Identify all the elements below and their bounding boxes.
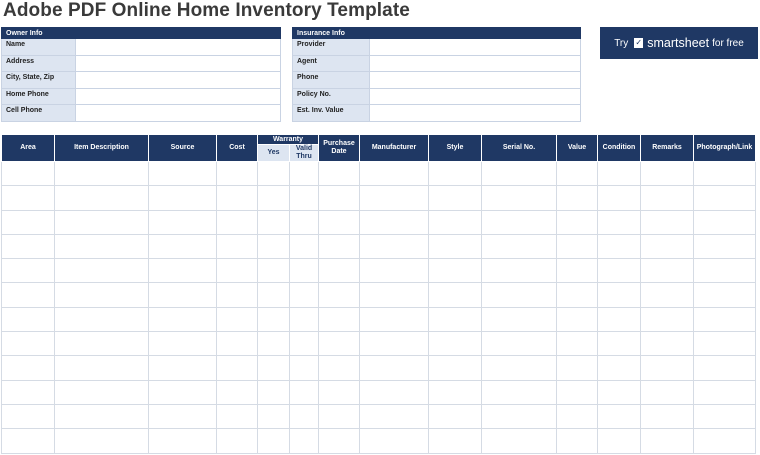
table-cell[interactable]: [360, 307, 429, 331]
table-cell[interactable]: [557, 380, 598, 404]
table-cell[interactable]: [55, 283, 149, 307]
table-row: [2, 234, 756, 258]
cta-suffix-text: for free: [712, 37, 744, 49]
table-cell[interactable]: [55, 404, 149, 428]
table-cell[interactable]: [360, 162, 429, 186]
table-cell[interactable]: [258, 404, 290, 428]
table-cell[interactable]: [149, 259, 217, 283]
table-cell[interactable]: [641, 380, 694, 404]
table-cell[interactable]: [290, 404, 319, 428]
table-cell[interactable]: [360, 283, 429, 307]
table-row: [2, 332, 756, 356]
table-cell[interactable]: [319, 356, 360, 380]
table-cell[interactable]: [641, 162, 694, 186]
table-cell[interactable]: [429, 332, 482, 356]
table-cell[interactable]: [482, 356, 557, 380]
table-cell[interactable]: [2, 332, 55, 356]
table-cell[interactable]: [149, 380, 217, 404]
table-row: [2, 356, 756, 380]
table-cell[interactable]: [360, 234, 429, 258]
page-title: Adobe PDF Online Home Inventory Template: [3, 0, 410, 21]
table-cell[interactable]: [641, 332, 694, 356]
owner-name-field[interactable]: [76, 39, 281, 56]
table-cell[interactable]: [598, 283, 641, 307]
table-cell[interactable]: [557, 356, 598, 380]
smartsheet-check-icon: ✓: [635, 38, 643, 47]
owner-city-state-zip-field[interactable]: [76, 72, 281, 89]
table-cell[interactable]: [290, 162, 319, 186]
table-cell[interactable]: [290, 332, 319, 356]
column-header-style: Style: [429, 135, 482, 162]
insurance-est-inv-value-label: Est. Inv. Value: [293, 105, 370, 122]
table-cell[interactable]: [319, 162, 360, 186]
table-cell[interactable]: [482, 186, 557, 210]
table-row: [2, 429, 756, 453]
table-cell[interactable]: [2, 283, 55, 307]
table-cell[interactable]: [319, 210, 360, 234]
table-cell[interactable]: [290, 380, 319, 404]
table-cell[interactable]: [360, 210, 429, 234]
table-cell[interactable]: [694, 162, 756, 186]
owner-cell-phone-field[interactable]: [76, 105, 281, 122]
table-cell[interactable]: [598, 380, 641, 404]
table-cell[interactable]: [557, 429, 598, 453]
table-cell[interactable]: [694, 283, 756, 307]
table-cell[interactable]: [360, 186, 429, 210]
table-cell[interactable]: [360, 259, 429, 283]
table-cell[interactable]: [55, 210, 149, 234]
table-cell[interactable]: [149, 210, 217, 234]
table-cell[interactable]: [149, 234, 217, 258]
table-cell[interactable]: [290, 429, 319, 453]
insurance-agent-field[interactable]: [370, 55, 581, 72]
table-cell[interactable]: [217, 162, 258, 186]
table-cell[interactable]: [258, 380, 290, 404]
inventory-body: [2, 162, 756, 454]
table-cell[interactable]: [598, 186, 641, 210]
table-cell[interactable]: [55, 356, 149, 380]
table-cell[interactable]: [694, 259, 756, 283]
table-cell[interactable]: [55, 380, 149, 404]
table-cell[interactable]: [290, 186, 319, 210]
table-cell[interactable]: [641, 404, 694, 428]
table-cell[interactable]: [429, 404, 482, 428]
column-header-serial-no: Serial No.: [482, 135, 557, 162]
insurance-phone-field[interactable]: [370, 72, 581, 89]
table-cell[interactable]: [258, 307, 290, 331]
table-cell[interactable]: [641, 259, 694, 283]
table-cell[interactable]: [319, 404, 360, 428]
table-cell[interactable]: [55, 234, 149, 258]
insurance-provider-label: Provider: [293, 39, 370, 56]
owner-home-phone-field[interactable]: [76, 88, 281, 105]
table-cell[interactable]: [290, 234, 319, 258]
column-header-value: Value: [557, 135, 598, 162]
table-cell[interactable]: [2, 186, 55, 210]
table-cell[interactable]: [360, 404, 429, 428]
table-row: [2, 210, 756, 234]
table-cell[interactable]: [55, 429, 149, 453]
column-header-source: Source: [149, 135, 217, 162]
table-cell[interactable]: [641, 210, 694, 234]
table-cell[interactable]: [598, 162, 641, 186]
table-cell[interactable]: [149, 307, 217, 331]
table-row: [2, 283, 756, 307]
insurance-agent-label: Agent: [293, 55, 370, 72]
table-cell[interactable]: [598, 356, 641, 380]
table-cell[interactable]: [55, 259, 149, 283]
table-cell[interactable]: [429, 429, 482, 453]
column-header-item-description: Item Description: [55, 135, 149, 162]
table-cell[interactable]: [429, 210, 482, 234]
table-cell[interactable]: [217, 283, 258, 307]
table-cell[interactable]: [217, 404, 258, 428]
insurance-est-inv-value-field[interactable]: [370, 105, 581, 122]
inventory-table: [1, 134, 756, 454]
table-cell[interactable]: [55, 186, 149, 210]
table-cell[interactable]: [429, 307, 482, 331]
table-cell[interactable]: [2, 234, 55, 258]
table-cell[interactable]: [598, 307, 641, 331]
table-cell[interactable]: [2, 356, 55, 380]
table-cell[interactable]: [149, 332, 217, 356]
column-header-cost: Cost: [217, 135, 258, 162]
table-row: [2, 307, 756, 331]
table-cell[interactable]: [55, 307, 149, 331]
table-cell[interactable]: [2, 429, 55, 453]
owner-name-label: Name: [2, 39, 76, 56]
table-cell[interactable]: [694, 210, 756, 234]
table-cell[interactable]: [360, 380, 429, 404]
table-cell[interactable]: [557, 283, 598, 307]
table-cell[interactable]: [149, 162, 217, 186]
table-row: [2, 162, 756, 186]
table-cell[interactable]: [258, 429, 290, 453]
table-cell[interactable]: [55, 332, 149, 356]
table-cell[interactable]: [217, 234, 258, 258]
table-cell[interactable]: [290, 356, 319, 380]
table-cell[interactable]: [217, 307, 258, 331]
table-cell[interactable]: [429, 162, 482, 186]
table-cell[interactable]: [217, 429, 258, 453]
cta-brand-text: smartsheet: [647, 36, 710, 50]
table-cell[interactable]: [429, 380, 482, 404]
table-cell[interactable]: [290, 210, 319, 234]
table-cell[interactable]: [694, 307, 756, 331]
table-cell[interactable]: [557, 210, 598, 234]
table-cell[interactable]: [319, 283, 360, 307]
table-cell[interactable]: [482, 162, 557, 186]
cta-try-text: Try: [614, 37, 629, 49]
table-cell[interactable]: [641, 429, 694, 453]
table-cell[interactable]: [319, 186, 360, 210]
table-cell[interactable]: [258, 210, 290, 234]
table-cell[interactable]: [217, 332, 258, 356]
table-row: [2, 404, 756, 428]
table-cell[interactable]: [694, 356, 756, 380]
table-cell[interactable]: [694, 404, 756, 428]
table-cell[interactable]: [258, 234, 290, 258]
table-cell[interactable]: [149, 356, 217, 380]
table-cell[interactable]: [290, 259, 319, 283]
table-cell[interactable]: [641, 186, 694, 210]
table-cell[interactable]: [2, 162, 55, 186]
table-cell[interactable]: [319, 332, 360, 356]
column-header-remarks: Remarks: [641, 135, 694, 162]
table-cell[interactable]: [319, 307, 360, 331]
table-cell[interactable]: [429, 283, 482, 307]
table-cell[interactable]: [482, 234, 557, 258]
table-cell[interactable]: [217, 186, 258, 210]
table-cell[interactable]: [482, 332, 557, 356]
table-cell[interactable]: [290, 283, 319, 307]
table-cell[interactable]: [429, 234, 482, 258]
table-cell[interactable]: [55, 162, 149, 186]
table-cell[interactable]: [360, 356, 429, 380]
table-row: [2, 259, 756, 283]
column-header-warranty: Warranty: [258, 135, 319, 145]
column-header-manufacturer: Manufacturer: [360, 135, 429, 162]
table-cell[interactable]: [694, 332, 756, 356]
table-cell[interactable]: [319, 259, 360, 283]
table-cell[interactable]: [557, 162, 598, 186]
insurance-provider-field[interactable]: [370, 39, 581, 56]
table-cell[interactable]: [557, 234, 598, 258]
table-cell[interactable]: [641, 283, 694, 307]
column-header-condition: Condition: [598, 135, 641, 162]
table-cell[interactable]: [557, 404, 598, 428]
table-cell[interactable]: [482, 210, 557, 234]
table-cell[interactable]: [598, 429, 641, 453]
table-cell[interactable]: [2, 380, 55, 404]
table-cell[interactable]: [694, 380, 756, 404]
table-cell[interactable]: [2, 404, 55, 428]
insurance-info-header: Insurance Info: [293, 28, 581, 39]
table-cell[interactable]: [149, 283, 217, 307]
table-cell[interactable]: [482, 283, 557, 307]
owner-info-table: [1, 27, 281, 122]
table-cell[interactable]: [217, 210, 258, 234]
table-cell[interactable]: [482, 380, 557, 404]
table-cell[interactable]: [482, 259, 557, 283]
table-cell[interactable]: [598, 404, 641, 428]
table-cell[interactable]: [557, 186, 598, 210]
insurance-info-table: [292, 27, 581, 122]
table-cell[interactable]: [258, 259, 290, 283]
table-cell[interactable]: [429, 356, 482, 380]
table-row: [2, 186, 756, 210]
insurance-policy-no-field[interactable]: [370, 88, 581, 105]
table-cell[interactable]: [694, 234, 756, 258]
owner-address-label: Address: [2, 55, 76, 72]
table-row: [2, 380, 756, 404]
owner-info-header: Owner Info: [2, 28, 281, 39]
owner-home-phone-label: Home Phone: [2, 88, 76, 105]
table-cell[interactable]: [482, 307, 557, 331]
table-cell[interactable]: [149, 186, 217, 210]
table-cell[interactable]: [482, 429, 557, 453]
table-cell[interactable]: [217, 356, 258, 380]
column-header-purchase-date: Purchase Date: [319, 135, 360, 162]
table-cell[interactable]: [557, 332, 598, 356]
table-cell[interactable]: [290, 307, 319, 331]
table-cell[interactable]: [217, 380, 258, 404]
table-cell[interactable]: [429, 186, 482, 210]
column-header-area: Area: [2, 135, 55, 162]
table-cell[interactable]: [557, 307, 598, 331]
table-cell[interactable]: [694, 429, 756, 453]
table-cell[interactable]: [2, 307, 55, 331]
table-cell[interactable]: [258, 283, 290, 307]
table-cell[interactable]: [482, 404, 557, 428]
table-cell[interactable]: [641, 307, 694, 331]
owner-address-field[interactable]: [76, 55, 281, 72]
table-cell[interactable]: [360, 429, 429, 453]
table-cell[interactable]: [694, 186, 756, 210]
table-cell[interactable]: [360, 332, 429, 356]
table-cell[interactable]: [149, 429, 217, 453]
table-cell[interactable]: [319, 429, 360, 453]
table-cell[interactable]: [149, 404, 217, 428]
insurance-phone-label: Phone: [293, 72, 370, 89]
table-cell[interactable]: [2, 259, 55, 283]
table-cell[interactable]: [429, 259, 482, 283]
table-cell[interactable]: [258, 162, 290, 186]
table-cell[interactable]: [641, 356, 694, 380]
table-cell[interactable]: [217, 259, 258, 283]
table-cell[interactable]: [598, 210, 641, 234]
table-cell[interactable]: [598, 234, 641, 258]
table-cell[interactable]: [641, 234, 694, 258]
table-cell[interactable]: [258, 186, 290, 210]
column-header-warranty-valid-thru: Valid Thru: [290, 145, 319, 162]
insurance-policy-no-label: Policy No.: [293, 88, 370, 105]
table-cell[interactable]: [258, 332, 290, 356]
table-cell[interactable]: [319, 380, 360, 404]
column-header-photograph-link: Photograph/Link: [694, 135, 756, 162]
owner-cell-phone-label: Cell Phone: [2, 105, 76, 122]
table-cell[interactable]: [2, 210, 55, 234]
try-smartsheet-button[interactable]: [600, 27, 758, 59]
table-cell[interactable]: [557, 259, 598, 283]
owner-city-state-zip-label: City, State, Zip: [2, 72, 76, 89]
table-cell[interactable]: [598, 259, 641, 283]
table-cell[interactable]: [598, 332, 641, 356]
column-header-warranty-yes: Yes: [258, 145, 290, 162]
table-cell[interactable]: [258, 356, 290, 380]
table-cell[interactable]: [319, 234, 360, 258]
